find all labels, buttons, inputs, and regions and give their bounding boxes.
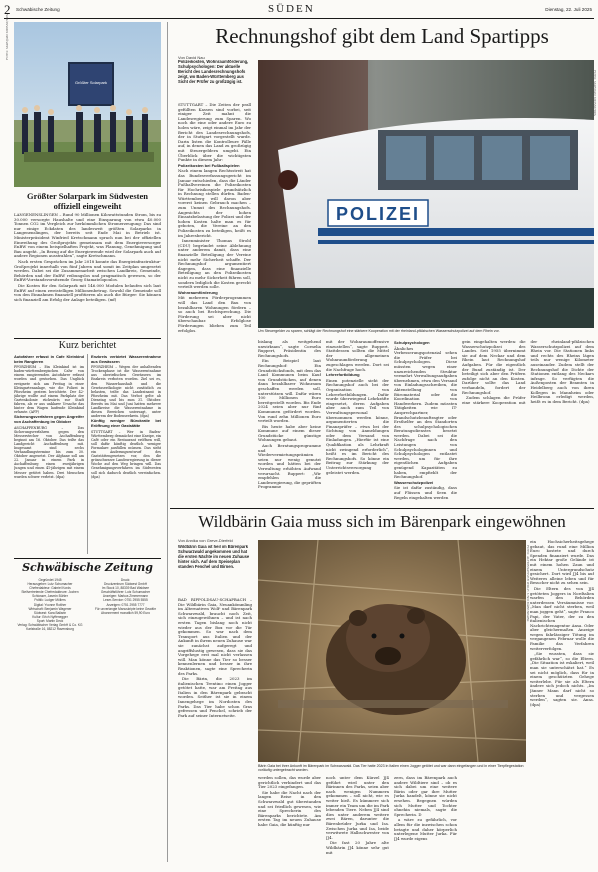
kurz-column-divider xyxy=(87,354,88,554)
solar-paragraph: LANGENENSLINGEN – Rund 90 Millionen Kilowattstunden Strom, bis zu 30.000 versorgte Haushalte und eine Einsparung von etwa 40.000 Tonnen CO2 im Vergleich zur herkömmlichen Stromerzeugung: Das sind nur einige Eckdaten des landesweit größten Solarparks in Langenenslingen, der bereits seit Ende Mai in Betrieb ist. Ministerpräsident Winfried Kretschmann sprach nun bei der offiziellen Einweihung des Großprojekts gemeinsam mit dem Energieversorger EnBW von einem beispielhaften Projekt, was Planung, Genehmigung und Bau angeht. „In Bezug auf die Energiewende wird der Solarpark auch auf andere Regionen ausstrahlen“, sagte Kretschmann. xyxy=(14,213,161,259)
article-paragraph: werden sollen, das wurde aber gerichtlich verhindert und das Tier 2023 eingefangen. xyxy=(258,776,321,790)
kurz-item-headline: Sicherungsverfahren gegen Angreifer von Aschaffenburg im Oktober xyxy=(14,414,84,424)
article-paragraph: BAD RIPPOLDSAU-SCHAPBACH – Die Wildbärin Gaia, Neuankömmling im Alternativen Wolf- und Bärenpark Schwarzwald, braucht noch Zeit, sich einzugewöhnen – und ist nach ersten Tagen bislang noch nicht wieder aus der Box vor die Tür gekommen. So war nach dem Transport aus Italien und der Ankunft in ihrem neuen Zuhause war sie zunächst aufgeregt und angriffslustig gewesen, dass sie das Vorgehege erst mal nicht verlassen will. Man könne das Tier so besser kennenlernen und besser in ihre Reaktionen, sagte eine Sprecherin des Parks. xyxy=(178,598,252,676)
gaia-column-b xyxy=(258,776,321,866)
solar-headline-line-1: Größter Solarpark im Südwesten xyxy=(27,191,148,201)
article-paragraph: Die fast 20 Jahre alte Wildbärin JJ4 könne sehr gut mit xyxy=(326,840,389,855)
article-paragraph: STUTTGART – Die Zeiten der prall gefüllten Kassen sind vorbei, seit einiger Zeit mahnt die Landesregierung zum Sparen. Wo noch die eine oder andere Euro zu holen wäre, zeigt einmal im Jahr der Bericht des Landesrechnungshofs, der in Stuttgart vorgestellt wurde. Darin listen die Kontrolleure Fälle auf, in denen das Land zu großzügig mit Steuergeldern umgeht. Ein Überblick über die wichtigsten Punkte in diesem Jahr: xyxy=(178,103,251,163)
article-paragraph: Ein Beispiel laut Rechnungshof: Ein Grundstücksfonds, mit dem das Land Kommunen beim Kauf von Grundstücken, auf denen dann bezahlbarer Wohnraum geschaffen werden soll, unterstützen will. Dafür wären 100 Millionen Euro bereitgestellt worden. Bis Ende 2024 seien aber nur fünf Kommunen gefördert worden. Von rund zehn Millionen Euro verteilt worden. xyxy=(258,358,321,424)
gaia-column-a xyxy=(178,598,252,866)
rechnungshof-column-c xyxy=(326,340,389,504)
police-label: POLIZEI xyxy=(335,204,421,224)
subheading: Schulpsychologen xyxy=(394,340,430,345)
article-paragraph: Sie ist dafür zuständig, dass auf Flüssen und Seen die Regeln eingehalten werden xyxy=(394,485,457,500)
masthead-left: Gegründet 1945 Herausgeber: Lutz Schumacher Chefredakteur: Gabriel Kords Stellvertretende Chefredakteure: Jochen Schlosser, Jasmin Bühler Politik: Ludger Möllers Digital: Yvonne Roither Wirtschaft: Benjamin Wagener Südwest: Kara Ballarin Kultur: Erich Nyffenegger Sport: Martin Deck Verlag: Schwäbischer Verlag GmbH & Co. KG Karlstraße 16, 88212 Ravensburg xyxy=(17,578,83,632)
subheading: Lehrerfortbildung xyxy=(326,372,360,378)
article-paragraph: mit der Wohnraumoffensive einzustellen“, sagte Ruppert. Stattdessen sollten die Mittel der allgemeinen Wohnraumförderung zugeschlagen werden. Dort sei die Nachfrage hoch. xyxy=(326,340,389,372)
issue-date: Dienstag, 22. Juli 2025 xyxy=(545,7,592,12)
police-photo-credit: FOTO: MARIJAN MURAT/DPA xyxy=(593,70,597,116)
subheading: Wohnraumförderung xyxy=(178,289,218,295)
subheading: Polizeikosten bei Fußballspielen xyxy=(178,162,240,168)
solar-paragraph: Die Kosten für den Solarpark mit 146.000 Modulen belaufen sich laut EnBW auf einen zweistelligen Millionenbetrag. Sowohl die Gemeinde soll von den Einnahmen finanziell profitieren als auch die Bürger: Sie können sich finanziell am Erfolg der Anlage beteiligen. (mf) xyxy=(14,282,161,302)
police-photo-caption: Um Steuergelder zu sparen, schlägt der Rechnungshof eine stärkere Kooperation mit der rheinland-pfälzischen Wasserschutzpolizei auf dem Rhein vor. xyxy=(258,329,500,333)
kurz-item-headline: Künftig weniger Bürokratie bei Eröffnung einer Gaststätte xyxy=(91,418,161,428)
article-paragraph: Sie habe die Nacht nach der langen Reise in den Schwarzwald gut überstanden und sei friedlich gewesen, wie eine Sprecherin des Bärenparks berichtete. Am ersten Tag im neuen Zuhause habe Gaia, die künftig nur xyxy=(258,789,321,827)
article-paragraph: Auch Beratungsprogramme und Wiedervermietungsprämien seien nur wenig genutzt worden und hätten bei der Verwaltung erhöhten Aufwand verursacht. Ruppert: „Wir empfehlen die Landesregierung, die geprüften Programme xyxy=(258,443,321,490)
article-paragraph: noch unter dem Kürzel JJ4 geführt wird unter den Bärinnen des Parks, seien aber nach wenigen Nummern gekommen – soll nicht, wie es weiter hieß. Es kümmere sich immer ein Team um die im Park lebenden Tiere. Neben JJ4 sind dies unter anderem weitere zwei Bären, darunter die Bärenbrüder Jurka und Isa. Zwischen Jurka und Isa, beide verwitwete Halbschwester von JJ4. xyxy=(326,776,389,840)
section-title: SÜDEN xyxy=(268,3,315,15)
masthead-logo: Schwäbische Zeitung xyxy=(22,561,153,574)
article-paragraph: Einen potenzielle sieht der Rechnungshof auch bei der Organisation von Lehrerfortbildungen. Dafür wurde überwiegend Lehrkräfte eingesetzt, deren Aufgaben aber auch zum Teil von Verwaltungspersonal übernommen werden könne, argumentierten die Finanzprüfer – etwa bei der Sichtung von Anmeldungen oder dem Versand von Einladungen. „Hierfür ist eine Qualifikation als Lehrkraft nicht zwingend erforderlich“, heißt es im Bericht des Rechnungshofs. So könne ein Beitrag zur Stärkung der Unterrichtsversorgung geleistet werden. xyxy=(326,377,389,475)
article-paragraph: bislang als weitgehend unwirksam“, sagte Cornelia Ruppert, Präsidentin des Rechnungshofs. xyxy=(258,340,321,358)
masthead-rule xyxy=(14,558,161,559)
article-paragraph: Die Eltern des von JJ4 getöteten Joggers in Nordtalien warfen den Behörden unterdessen Versäumnisse vor. „Man darf nicht sterben, weil man joggen geht“, sagte Franco Papi, der Vater, der zu den italienischen Nachrichtenagentur Ansa. Oder aber gleichermaßen Anzeige wegen fahrlässiger Tötung im vergangenen Februar wolle die Familie das Verfahren weiterverfolgen. xyxy=(530,585,594,651)
rechnungshof-byline: Von David Nau xyxy=(178,55,205,60)
solar-photo-credit: FOTO: MARIJAN MURAT/DPA xyxy=(5,14,9,60)
gaia-column-e xyxy=(530,540,594,866)
bear-photo-caption: Bärin Gaia bei ihrer Ankunft im Bärenpark im Schwarzwald. Das Tier hatte 2023 in Italien einen Jogger getötet und war dann eingefangen und in einer Tierpflegestation vorläufig untergebracht worden. xyxy=(258,764,524,773)
kurz-item-text: ASCHAFFENBURG – Das Sicherungsverfahren gegen den Messerstecher von Aschaffenburg beginnt am 16. Oktober. Das teilte das Landgericht Aschaffenburg mit. Insgesamt sind sechs Verhandlungstermine bis zum 30. Oktober angesetzt. Der Afghane soll am 22. Januar in einem Park in Aschaffenburg einen zweijährigen Jungen und einen 41-jährigen mit einem Messer getötet haben. Drei Menschen wurden schwer verletzt. (dpa) xyxy=(14,425,84,479)
left-column-divider xyxy=(167,22,168,862)
article-paragraph: Die Bärin, die 2023 im italienischen Trentino einen Jogger getötet hatte, war am Freitag aus Italien in den Bärenpark gebracht worden. Seither ist sie in einem Innengehege im Nordosten des Parks. Das Tier habe schon Gras gefressen und Fenchel, schrieb der Park auf seiner Internetseite. xyxy=(178,676,252,718)
kurz-column-1 xyxy=(14,354,84,506)
article-paragraph: Zudem schlagen die Prüfer eine stärkere Kooperation mit der rheinland-pfälzischen Wasserschutzpolizei auf dem Rhein vor. Die Stationen links und rechts des Rheins lägen teils nur wenige Kilometer auseinander. Zudem stellt der Rechnungshof die Dichte der Stationen entlang des Neckars infrage. So verfügten die Außenposten der Beamten in Heidelberg auch von ihren Kollegen in Mannheim oder Heilbronn erledigt werden, heißt es in dem Bericht. (dpa) xyxy=(462,340,594,405)
paper-name: Schwäbische Zeitung xyxy=(16,7,60,12)
rechnungshof-column-a xyxy=(178,103,251,503)
rechnungshof-column-e xyxy=(462,340,594,504)
gaia-column-d xyxy=(394,776,457,866)
police-boat-photo xyxy=(258,60,594,328)
article-paragraph: gein eingehalten werden: die Wasserschutzpolizei des Landes. Seit 1955 übernimmt sie auf dem Neckar und dem Rhein laut Rechnungshof Aufgaben. Für die eigentlich der Bund zuständig ist. Der beteiligt sich aber den Prüfern zufolge nicht an den Kosten. Darüber sollte das Land verhandeln, fordert der Rechnungshof. xyxy=(462,340,526,395)
gaia-headline: Wildbärin Gaia muss sich im Bärenpark eingewöhnen xyxy=(198,512,566,531)
header-rule xyxy=(4,18,594,19)
subheading: Wasserschutzpolizei xyxy=(394,479,434,485)
kurz-title: Kurz berichtet xyxy=(58,340,117,351)
gaia-column-c xyxy=(326,776,389,866)
article-paragraph: Nach einem langen Rechtsstreit hat das Bundesverfassungsgericht im Januar entschieden, dass die Länder Fußballvereinen die Polizeikosten für Hochrisikospiele grundsätzlich in Rechnung stellen dürfen. Baden-Württemberg will davon aber vorerst keinen Gebrauch machen – zum Unmut des Rechnungshofs. Angesichts der hohen Einsatzbelastung der Polizei und der hohen Kosten halte man es für geboten, die Vereine an den Polizeikosten zu beteiligen, heißt es im Jahresbericht. xyxy=(178,168,251,238)
page-number: 2 xyxy=(4,2,11,17)
rechnungshof-column-b xyxy=(258,340,321,504)
rechnungshof-column-d xyxy=(394,340,457,504)
solar-headline-line-2: offiziell eingeweiht xyxy=(53,201,122,211)
kurz-item-text: STUTTGART – Wer in Baden-Württemberg demnächst eine Kneipe, ein Café oder ein Restaurant eröffnen will, soll dafür künftig deutlich weniger Formulare ausfüllen müssen. Das sieht ein Änderungsentwurf des Gaststättengesetzes vor, den die grünschwarze Landesregierung in dieser Woche auf den Weg bringen will. Das Genehmigungsverfahren im Südwesten soll sich dadurch deutlich vereinfachen. (dpa) xyxy=(91,429,161,479)
kurz-item-text: PFORZHEIM – Wegen der anhaltenden Trockenphase ist die Wasserentnahme aus oberirdischen Gewässern im Enzkreis verboten worden. Ziel sei es, den Wasserhaushalt und die Gewässerökologie nicht zusätzlich zu belasten, teilte das Landratsamt in Pforzheim mit. Das Verbot gelte ab Dienstag und bis zum 31. Oktober. Bereits im Mai und Juni hatten mehrere Landkreise die Wasserentnahme in diesen Bereichen untersagt, unter anderem der Bodenseekreis. (dpa) xyxy=(91,365,161,419)
kurz-item-headline: Enzkreis verbietet Wasserentnahme aus Gewässern xyxy=(91,354,161,364)
gaia-top-rule xyxy=(170,508,594,509)
kurz-column-2 xyxy=(91,354,161,554)
article-paragraph: Mit mehreren Förderprogrammen will das Land den Bau von bezahlbaren Wohnungen fördern – so auch bei Rechtsprechung. Die Förderung sei aber nicht überschaubar. Erfolglose Förderungen blieben zum Teil erfolglos. xyxy=(178,295,251,333)
svg-text:Größter Solarpark: Größter Solarpark xyxy=(74,80,108,85)
kurz-item-headline: Autofahrer erfasst in Cafe Kleinkind beim Rangieren xyxy=(14,354,84,364)
rechnungshof-headline: Rechnungshof gibt dem Land Spartipps xyxy=(215,24,549,48)
article-paragraph: Ähnliches Verbesserungspotenzial sehen die Prüfer bei Schulpsychologen. Diese müssten wegen einer unzureichenden Struktur vermehrt Verwaltungsaufgaben übernehmen, etwa den Versand von Einladungsschreiben, die Aktenstellung von Büromaterial oder die Koordination von Handwerkern. Zudem müssten Tätigkeiten wie IT-Ansprechpartner, Brandschutzbeauftragter oder Ersthelfer an den Standorten des schulpsychologischen Beratungsdienstes besetzt werden. Dabei sei die Nachfrage nach den Leistungen von Schulpsychologinnen und Schulpsychologen entlastet werden, um für ihre eigentlichen Aufgaben genügend Kapazitäten zu haben, empfiehlt der Rechnungshof. xyxy=(394,345,457,480)
article-paragraph: zern, dass im Bärenpark auch andere Wildtiere sind – ob es sich dabei um eine weitere Bärin oder gar ihre Mutter Jurka handelt, könne sie nicht ersehen. Begegnen würden sich Mutter und Tochter ohnehin niemals, sagte die Sprecherin. D xyxy=(394,776,457,817)
article-paragraph: Innenminister Thomas Strobl (CDU) begründet seine Ablehnung unter anderem damit, dass eine finanzielle Beteiligung der Vereine nicht mehr Sicherheit schaffe. Der Rechnungshof argumentiert dagegen, dass eine finanzielle Beteiligung an den Polizeikosten nicht zu mehr Sicherheit führen soll, sondern lediglich die Kosten gerecht verteilt werden solle. xyxy=(178,238,251,290)
solar-headline xyxy=(14,191,161,211)
article-paragraph: a wäre zu gefährlich, vor allem für die inzwischen schon betagte und daher körperlich unterlegene Mutter Jurka. Für JJ4 wurde eigens xyxy=(394,817,457,841)
rechnungshof-lead: Polizeikosten, Wohnraumförderung, Schulpsychologen: Der aktuelle Bericht des Landesrechnungshofs zeigt, wo Baden-Württemberg aus Sicht der Prüfer zu großzügig ist. xyxy=(178,60,249,84)
kurz-top-rule xyxy=(14,338,161,339)
solar-body xyxy=(14,213,161,330)
solar-photo xyxy=(14,22,161,187)
solar-paragraph: Nach ersten Gesprächen im Jahr 2018 konnte das Energieinfrastruktur-Großprojekt innerhalb von fünf Jahren und somit im Zeitplan umgesetzt werden. Dabei sei die Zusammenarbeit zwischen Landkreis, Gemeinde, Behörden und der EnBW reibungslos und pragmatisch gewesen, so der EnBW-Vorstandsvorsitzende Georg Stamatelopoulos. xyxy=(14,258,161,283)
gaia-lead: Wildbärin Gaia ist heil im Bärenpark Schwarzwald angekommen und hat die ersten Nächte im neuen Zuhause hinter sich. Auf dem Speiseplan standen Fenchel und Birnen. xyxy=(178,545,250,569)
article-paragraph: Bis heute habe aber keine Kommune auf einem dieser Grundstücke günstige Wohnungen gebaut. xyxy=(258,423,321,443)
masthead-right: Druck: Druckzentrum Südwest GmbH Im Stock 10, 88339 Bad Waldsee Geschäftsführer: Lutz Schumacher Anzeigen: Markus Zimmermann Leser-Service: 0751 2955 5555 Anzeigen: 0751 2955 7777 Für unverlangte Manuskripte keine Gewähr Abonnement monatlich 59,90 Euro xyxy=(94,578,157,615)
gaia-byline: Von Annika von Greve-Dierfeld xyxy=(178,538,233,543)
bear-photo xyxy=(258,540,526,762)
kurz-item-text: PFORZHEIM – Ein Kleinkind ist im baden-württembergischen Calw von einem rangierenden Autofahrer erfasst worden und gestorben. Das Unglück ereignete sich am Freitag in einer Kleingartenanlage, wie die Polizei in Pforzheim gestern berichtete. Der 42-jährige wollte auf einem Parkplatz der Gartenkolonie rückwärts zur Stadt fahren, als er aus unklarer Ursache das hinter dem Wagen laufende Kleinkind erfasste. (AFP) xyxy=(14,365,84,415)
article-paragraph: „Sie wussten, dass sie gefährlich war“, so die Eltern. „Die Situation ist eskaliert, weil man sie unterschätzt hat.“ Es sei nicht möglich, dass für in einem geschützten Gehege weiterlebe. Für sie als Eltern ändere sich jedoch nichts. „Im Jänner Mann darf nicht so sterben und vergessen werden“, sagten sie. Ansa. (dpa) xyxy=(530,651,594,707)
bear-photo-credit: FOTO: ALTERNATIVER WOLF- UND BÄRENPARK xyxy=(526,545,530,622)
article-paragraph: ein Hochsicherheitsgehege gebaut, das rund eine Million Euro kostete und durch Spenden finanziert wurde. Das ein Hektar große Gelände ist mit einem hohen Zaun und einem Untergrundschutz gesichert. Dort wird JJ4 bis auf Weiteres alleine leben und für Besucher nicht zu sehen sein. xyxy=(530,540,594,586)
